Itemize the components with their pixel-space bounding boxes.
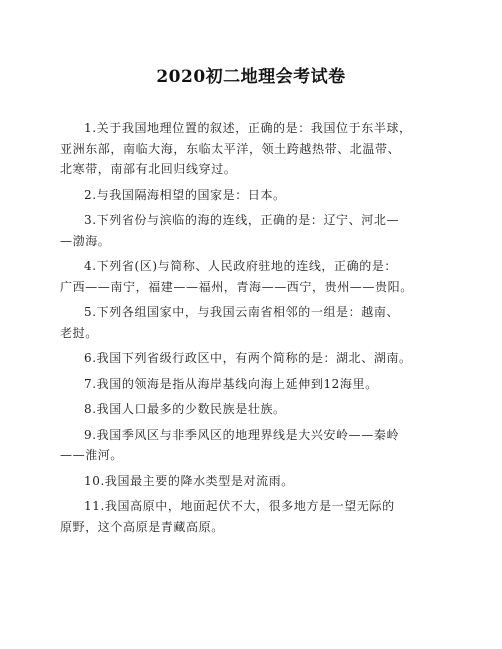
text-line: 7.我国的领海是指从海岸基线向海上延伸到12海里。	[84, 376, 378, 391]
text-line: 亚洲东部，南临大海，东临太平洋，领土跨越热带、北温带、	[60, 141, 401, 156]
question-item-2	[60, 185, 448, 206]
text-line: 5.下列各组国家中，与我国云南省相邻的一组是：越南、	[84, 305, 400, 319]
text-line: 广西——南宁，福建——福州，青海——西宁，贵州——贵阳。	[60, 279, 413, 294]
question-item-11	[60, 496, 448, 537]
question-item-9	[60, 425, 448, 466]
question-item-4	[60, 256, 448, 297]
question-item-8	[60, 399, 448, 420]
text-line: 1.关于我国地理位置的叙述，正确的是：我国位于东半球，	[84, 121, 412, 135]
question-item-10	[60, 471, 448, 492]
text-line: 6.我国下列省级行政区中，有两个简称的是：湖北、湖南。	[84, 351, 412, 365]
question-item-6	[60, 348, 448, 369]
text-line: 北寒带，南部有北回归线穿过。	[60, 162, 237, 176]
text-line: 10.我国最主要的降水类型是对流雨。	[84, 473, 294, 488]
question-item-1	[60, 118, 448, 180]
text-line: 4.下列省(区)与简称、人民政府驻地的连线，正确的是：	[84, 259, 398, 273]
text-line: 3.下列省份与滨临的海的连线，正确的是：辽宁、河北—	[84, 213, 400, 227]
question-item-3	[60, 210, 448, 251]
text-line: ——淮河。	[60, 448, 124, 462]
document-title: 2020初二地理会考试卷	[156, 67, 346, 87]
text-line: 2.与我国隔海相望的国家是：日本。	[84, 187, 286, 202]
text-line: 原野，这个高原是青藏高原。	[60, 519, 224, 534]
text-line: —渤海。	[60, 233, 111, 248]
question-item-7	[60, 374, 448, 395]
text-line: 11.我国高原中，地面起伏不大，很多地方是一望无际的	[84, 499, 395, 513]
document-body	[60, 118, 448, 542]
text-line: 8.我国人口最多的少数民族是壮族。	[84, 402, 286, 416]
text-line: 老挝。	[60, 325, 98, 340]
text-line: 9.我国季风区与非季风区的地理界线是大兴安岭——秦岭	[84, 427, 400, 442]
question-item-5	[60, 302, 448, 343]
